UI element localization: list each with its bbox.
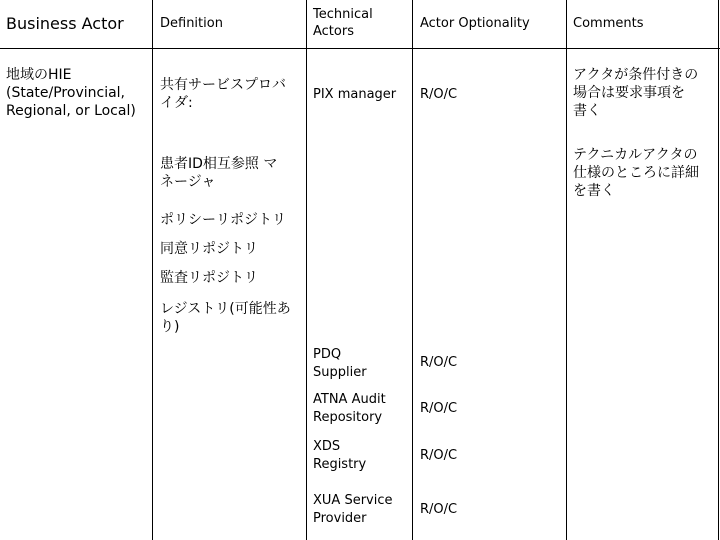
definition-registry-line2: り)	[160, 319, 180, 335]
optionality-atna: R/O/C	[420, 401, 458, 416]
definition-consent-repository: 同意リポジトリ	[160, 241, 258, 257]
business-actor-line2: (State/Provincial,	[6, 85, 125, 101]
technical-actor-atna-line1: ATNA Audit	[313, 392, 386, 407]
optionality-pdq: R/O/C	[420, 355, 458, 370]
column-divider-4	[566, 0, 567, 540]
optionality-pix: R/O/C	[420, 87, 458, 102]
technical-actor-xds-line1: XDS	[313, 439, 341, 454]
definition-patient-id-line2: ネージャ	[160, 174, 216, 190]
definition-policy-repository: ポリシーリポジトリ	[160, 212, 286, 228]
header-comments: Comments	[573, 16, 644, 31]
technical-actor-pix: PIX manager	[313, 87, 397, 102]
definition-shared-service-line2: イダ:	[160, 95, 193, 111]
header-technical-actors-line2: Actors	[313, 24, 354, 39]
technical-actor-atna-line2: Repository	[313, 410, 383, 425]
definition-registry-line1: レジストリ(可能性あ	[160, 301, 291, 317]
technical-actor-xua-line2: Provider	[313, 511, 367, 526]
definition-audit-repository: 監査リポジトリ	[160, 270, 258, 286]
column-divider-5	[718, 0, 719, 540]
definition-patient-id-line1: 患者ID相互参照 マ	[160, 156, 278, 172]
comment-technical-line1: テクニカルアクタの	[573, 147, 698, 163]
technical-actor-xds-line2: Registry	[313, 457, 367, 472]
comment-conditional-line2: 場合は要求事項を	[573, 85, 685, 101]
header-business-actor: Business Actor	[6, 14, 124, 33]
comment-conditional-line1: アクタが条件付きの	[573, 67, 699, 83]
header-technical-actors-line1: Technical	[313, 7, 373, 22]
optionality-xds: R/O/C	[420, 448, 458, 463]
business-actor-line1: 地域のHIE	[6, 67, 72, 83]
header-divider	[0, 48, 720, 49]
optionality-xua: R/O/C	[420, 502, 458, 517]
technical-actor-pdq-line2: Supplier	[313, 365, 367, 380]
column-divider-1	[152, 0, 153, 540]
column-divider-2	[306, 0, 307, 540]
technical-actor-xua-line1: XUA Service	[313, 493, 393, 508]
header-actor-optionality: Actor Optionality	[420, 16, 530, 31]
comment-conditional-line3: 書く	[573, 103, 601, 119]
definition-shared-service-line1: 共有サービスプロバ	[160, 77, 286, 93]
business-actor-line3: Regional, or Local)	[6, 103, 136, 119]
header-definition: Definition	[160, 16, 223, 31]
technical-actor-pdq-line1: PDQ	[313, 347, 342, 362]
comment-technical-line2: 仕様のところに詳細	[573, 165, 699, 181]
column-divider-3	[412, 0, 413, 540]
comment-technical-line3: を書く	[573, 183, 615, 199]
